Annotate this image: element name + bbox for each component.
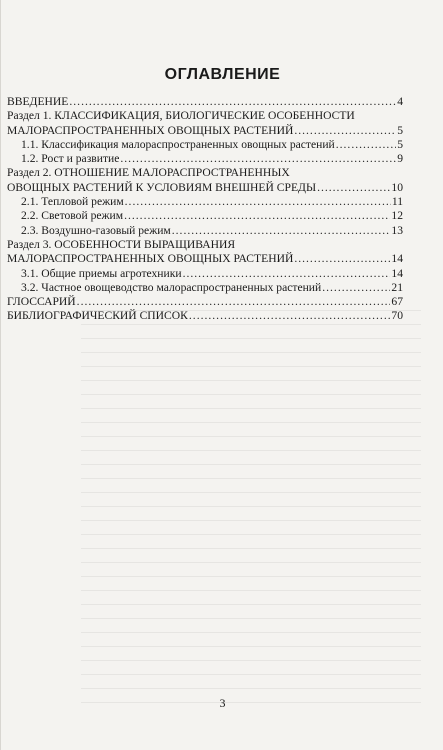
toc-page-number: 67 (391, 295, 403, 309)
toc-entry-2-2[interactable] (7, 209, 403, 223)
toc-page-number: 21 (391, 280, 403, 294)
dot-leader (322, 281, 390, 295)
toc-page-number: 4 (397, 95, 403, 108)
toc-entry-section-1[interactable] (7, 124, 403, 138)
toc-page-number: 9 (397, 152, 403, 166)
toc-entry-section-3[interactable] (7, 252, 403, 266)
toc-entry-text: МАЛОРАСПРОСТРАНЕННЫХ ОВОЩНЫХ РАСТЕНИЙ (7, 123, 294, 137)
toc-entry-2-3[interactable] (7, 224, 403, 238)
toc-entry-3-1[interactable] (7, 267, 403, 281)
toc-entry-text: ОВОЩНЫХ РАСТЕНИЙ К УСЛОВИЯМ ВНЕШНЕЙ СРЕДЫ (7, 180, 317, 194)
dot-leader (336, 138, 396, 152)
toc-entry-text: 3.1. Общие приемы агротехники (21, 266, 182, 280)
dot-leader (317, 181, 390, 195)
toc-page-number: 5 (397, 123, 403, 137)
toc-entry-3-2[interactable] (7, 281, 403, 295)
toc-page-number: 14 (391, 252, 403, 266)
toc-entry-text: 2.1. Тепловой режим (21, 195, 124, 209)
dot-leader (172, 224, 391, 238)
toc-entry-intro[interactable] (7, 95, 403, 109)
page-number: 3 (219, 696, 226, 710)
toc-entry-glossary[interactable] (7, 295, 403, 309)
toc-entry-bibliography[interactable] (7, 309, 403, 323)
toc-page-number: 5 (397, 137, 403, 151)
toc-page-number: 70 (391, 309, 403, 323)
dot-leader (120, 152, 396, 166)
toc-entry-section-1-line1[interactable]: Раздел 1. КЛАССИФИКАЦИЯ, БИОЛОГИЧЕСКИЕ ОСОБЕННОСТИ (7, 109, 355, 123)
toc-entry-1-2[interactable] (7, 152, 403, 166)
dot-leader (77, 295, 391, 309)
toc-page-number: 12 (391, 209, 403, 223)
dot-leader (189, 309, 391, 323)
bleed-through-text (81, 310, 421, 710)
toc-page-number: 11 (391, 195, 403, 209)
toc-entry-section-2[interactable] (7, 181, 403, 195)
toc-entry-text: ВВЕДЕНИЕ (7, 95, 69, 108)
dot-leader (69, 95, 396, 109)
toc-entry-text: 3.2. Частное овощеводство малораспространенных растений (21, 280, 322, 294)
toc-entry-section-2-line1[interactable]: Раздел 2. ОТНОШЕНИЕ МАЛОРАСПРОСТРАНЕННЫХ (7, 166, 290, 180)
toc-entry-text: МАЛОРАСПРОСТРАНЕННЫХ ОВОЩНЫХ РАСТЕНИЙ (7, 252, 294, 266)
dot-leader (124, 209, 390, 223)
page-title: ОГЛАВЛЕНИЕ (164, 66, 281, 83)
toc-entry-text: БИБЛИОГРАФИЧЕСКИЙ СПИСОК (7, 309, 188, 323)
toc-page-number: 10 (391, 180, 403, 194)
toc-page-number: 14 (391, 266, 403, 280)
table-of-contents (7, 95, 403, 324)
toc-entry-1-1[interactable] (7, 138, 403, 152)
toc-entry-text: 2.3. Воздушно-газовый режим (21, 223, 171, 237)
toc-entry-text: 1.1. Классификация малораспространенных овощных растений (21, 137, 335, 151)
toc-entry-text: ГЛОССАРИЙ (7, 295, 76, 309)
toc-entry-text: 2.2. Световой режим (21, 209, 124, 223)
dot-leader (294, 124, 396, 138)
toc-entry-2-1[interactable] (7, 195, 403, 209)
toc-entry-section-3-line1[interactable]: Раздел 3. ОСОБЕННОСТИ ВЫРАЩИВАНИЯ (7, 237, 236, 251)
dot-leader (294, 252, 390, 266)
toc-entry-text: 1.2. Рост и развитие (21, 152, 120, 166)
dot-leader (183, 267, 391, 281)
dot-leader (125, 195, 391, 209)
toc-page-number: 13 (391, 223, 403, 237)
